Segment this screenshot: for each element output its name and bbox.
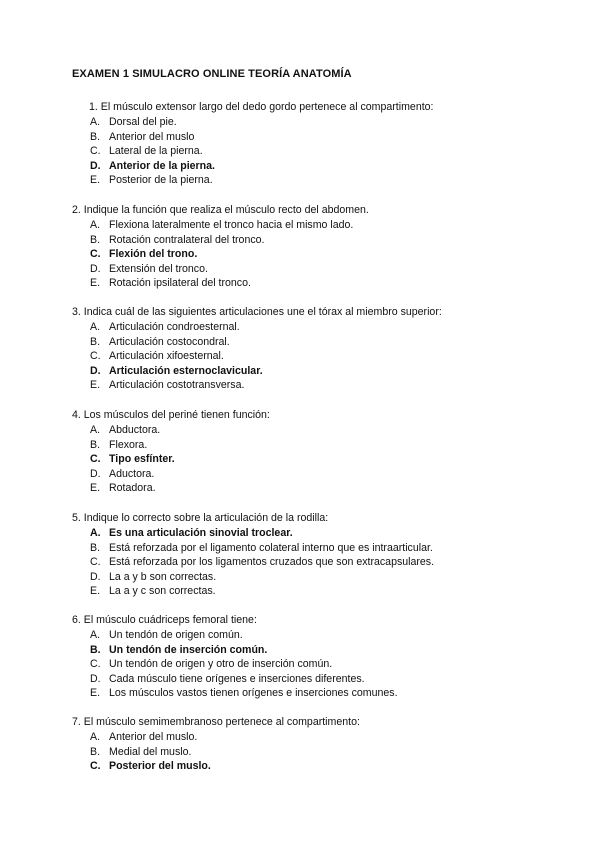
option-letter: E.	[90, 687, 101, 700]
option-letter: D.	[90, 364, 101, 377]
option-text: Articulación costocondral.	[109, 335, 230, 348]
option-text: Lateral de la pierna.	[109, 145, 203, 158]
option-text: Aductora.	[109, 467, 155, 480]
option-text: La a y c son correctas.	[109, 585, 216, 598]
option-text: Anterior de la pierna.	[109, 159, 215, 172]
option-c-correct	[72, 759, 542, 774]
option-text: Está reforzada por el ligamento colateral interno que es intraarticular.	[109, 541, 433, 554]
option-c	[72, 555, 542, 570]
option-text: Articulación esternoclavicular.	[109, 364, 263, 377]
option-text: Abductora.	[109, 424, 161, 436]
option-a	[72, 628, 542, 643]
option-text: Flexiona lateralmente el tronco hacia el mismo lado.	[109, 219, 354, 231]
option-letter: B.	[90, 438, 101, 451]
question-3	[72, 305, 542, 393]
option-letter: A.	[90, 731, 101, 743]
option-b	[72, 233, 542, 248]
option-b	[72, 130, 542, 145]
question-5	[72, 511, 542, 599]
option-c	[72, 144, 542, 159]
option-letter: E.	[90, 585, 101, 598]
option-e	[72, 584, 542, 599]
option-text: Los músculos vastos tienen orígenes e inserciones comunes.	[109, 687, 398, 700]
option-a	[72, 730, 542, 745]
options-list	[72, 628, 542, 701]
option-a-correct	[72, 526, 542, 541]
option-text: Medial del muslo.	[109, 745, 192, 758]
option-text: Posterior del muslo.	[109, 760, 211, 773]
question-text: 4. Los músculos del periné tienen función:	[72, 409, 270, 421]
option-d	[72, 262, 542, 277]
question-4	[72, 408, 542, 496]
option-letter: C.	[90, 556, 101, 569]
option-e	[72, 481, 542, 496]
options-list	[72, 218, 542, 291]
question-text: 5. Indique lo correcto sobre la articulación de la rodilla:	[72, 512, 329, 524]
option-text: Anterior del muslo	[109, 130, 195, 143]
options-list	[72, 320, 542, 393]
options-list	[72, 423, 542, 496]
option-text: Flexora.	[109, 438, 148, 451]
option-letter: D.	[90, 570, 101, 583]
option-d-correct	[72, 364, 542, 379]
option-b	[72, 541, 542, 556]
option-d	[72, 467, 542, 482]
option-c-correct	[72, 452, 542, 467]
option-letter: B.	[90, 130, 101, 143]
option-text: Anterior del muslo.	[109, 731, 198, 743]
option-text: Rotación contralateral del tronco.	[109, 233, 265, 246]
option-e	[72, 276, 542, 291]
option-letter: C.	[90, 145, 101, 158]
option-letter: E.	[90, 277, 101, 290]
option-letter: C.	[90, 760, 101, 773]
option-letter: D.	[90, 467, 101, 480]
option-letter: A.	[90, 321, 101, 333]
question-text: 6. El músculo cuádriceps femoral tiene:	[72, 614, 257, 626]
option-letter: A.	[90, 527, 101, 539]
option-text: Flexión del trono.	[109, 248, 198, 261]
option-a	[72, 218, 542, 233]
option-b-correct	[72, 643, 542, 658]
option-a	[72, 115, 542, 130]
option-text: Articulación condroesternal.	[109, 321, 240, 333]
option-text: Tipo esfínter.	[109, 453, 175, 466]
option-e	[72, 173, 542, 188]
option-c	[72, 349, 542, 364]
option-d-correct	[72, 159, 542, 174]
option-b	[72, 438, 542, 453]
option-letter: E.	[90, 379, 101, 392]
option-letter: E.	[90, 174, 101, 187]
option-letter: A.	[90, 219, 101, 231]
option-text: Un tendón de inserción común.	[109, 643, 268, 656]
option-d	[72, 672, 542, 687]
option-letter: E.	[90, 482, 101, 495]
options-list	[72, 730, 542, 774]
option-a	[72, 320, 542, 335]
option-text: Articulación xifoesternal.	[109, 350, 224, 363]
option-b	[72, 335, 542, 350]
option-text: Está reforzada por los ligamentos cruzados que son extracapsulares.	[109, 556, 435, 569]
option-text: La a y b son correctas.	[109, 570, 217, 583]
question-1	[72, 100, 542, 188]
option-letter: C.	[90, 658, 101, 671]
option-text: Dorsal del pie.	[109, 116, 177, 128]
option-c	[72, 657, 542, 672]
option-e	[72, 686, 542, 701]
options-list	[72, 115, 542, 188]
option-c-correct	[72, 247, 542, 262]
option-text: Rotación ipsilateral del tronco.	[109, 277, 251, 290]
option-text: Un tendón de origen y otro de inserción común.	[109, 658, 333, 671]
option-letter: C.	[90, 453, 101, 466]
option-letter: C.	[90, 248, 101, 261]
option-letter: A.	[90, 424, 101, 436]
exam-title: EXAMEN 1 SIMULACRO ONLINE TEORÍA ANATOMÍA	[72, 68, 352, 80]
question-7	[72, 715, 542, 774]
option-text: Extensión del tronco.	[109, 262, 208, 275]
option-letter: B.	[90, 335, 101, 348]
option-letter: B.	[90, 233, 101, 246]
options-list	[72, 526, 542, 599]
question-text: 7. El músculo semimembranoso pertenece al compartimento:	[72, 716, 360, 728]
question-6	[72, 613, 542, 701]
option-letter: C.	[90, 350, 101, 363]
option-text: Es una articulación sinovial troclear.	[109, 527, 293, 539]
option-text: Rotadora.	[109, 482, 156, 495]
option-letter: D.	[90, 159, 101, 172]
option-letter: A.	[90, 629, 101, 641]
option-text: Un tendón de origen común.	[109, 629, 243, 641]
option-letter: A.	[90, 116, 101, 128]
question-text: 2. Indique la función que realiza el músculo recto del abdomen.	[72, 204, 369, 216]
option-a	[72, 423, 542, 438]
question-text: 1. El músculo extensor largo del dedo gordo pertenece al compartimento:	[89, 101, 434, 113]
option-letter: D.	[90, 672, 101, 685]
option-text: Cada músculo tiene orígenes e inserciones diferentes.	[109, 672, 365, 685]
option-d	[72, 570, 542, 585]
option-e	[72, 378, 542, 393]
option-b	[72, 745, 542, 760]
option-letter: B.	[90, 643, 101, 656]
question-text: 3. Indica cuál de las siguientes articulaciones une el tórax al miembro superior:	[72, 306, 442, 318]
question-2	[72, 203, 542, 291]
option-text: Articulación costotransversa.	[109, 379, 245, 392]
option-text: Posterior de la pierna.	[109, 174, 213, 187]
option-letter: B.	[90, 745, 101, 758]
option-letter: D.	[90, 262, 101, 275]
option-letter: B.	[90, 541, 101, 554]
